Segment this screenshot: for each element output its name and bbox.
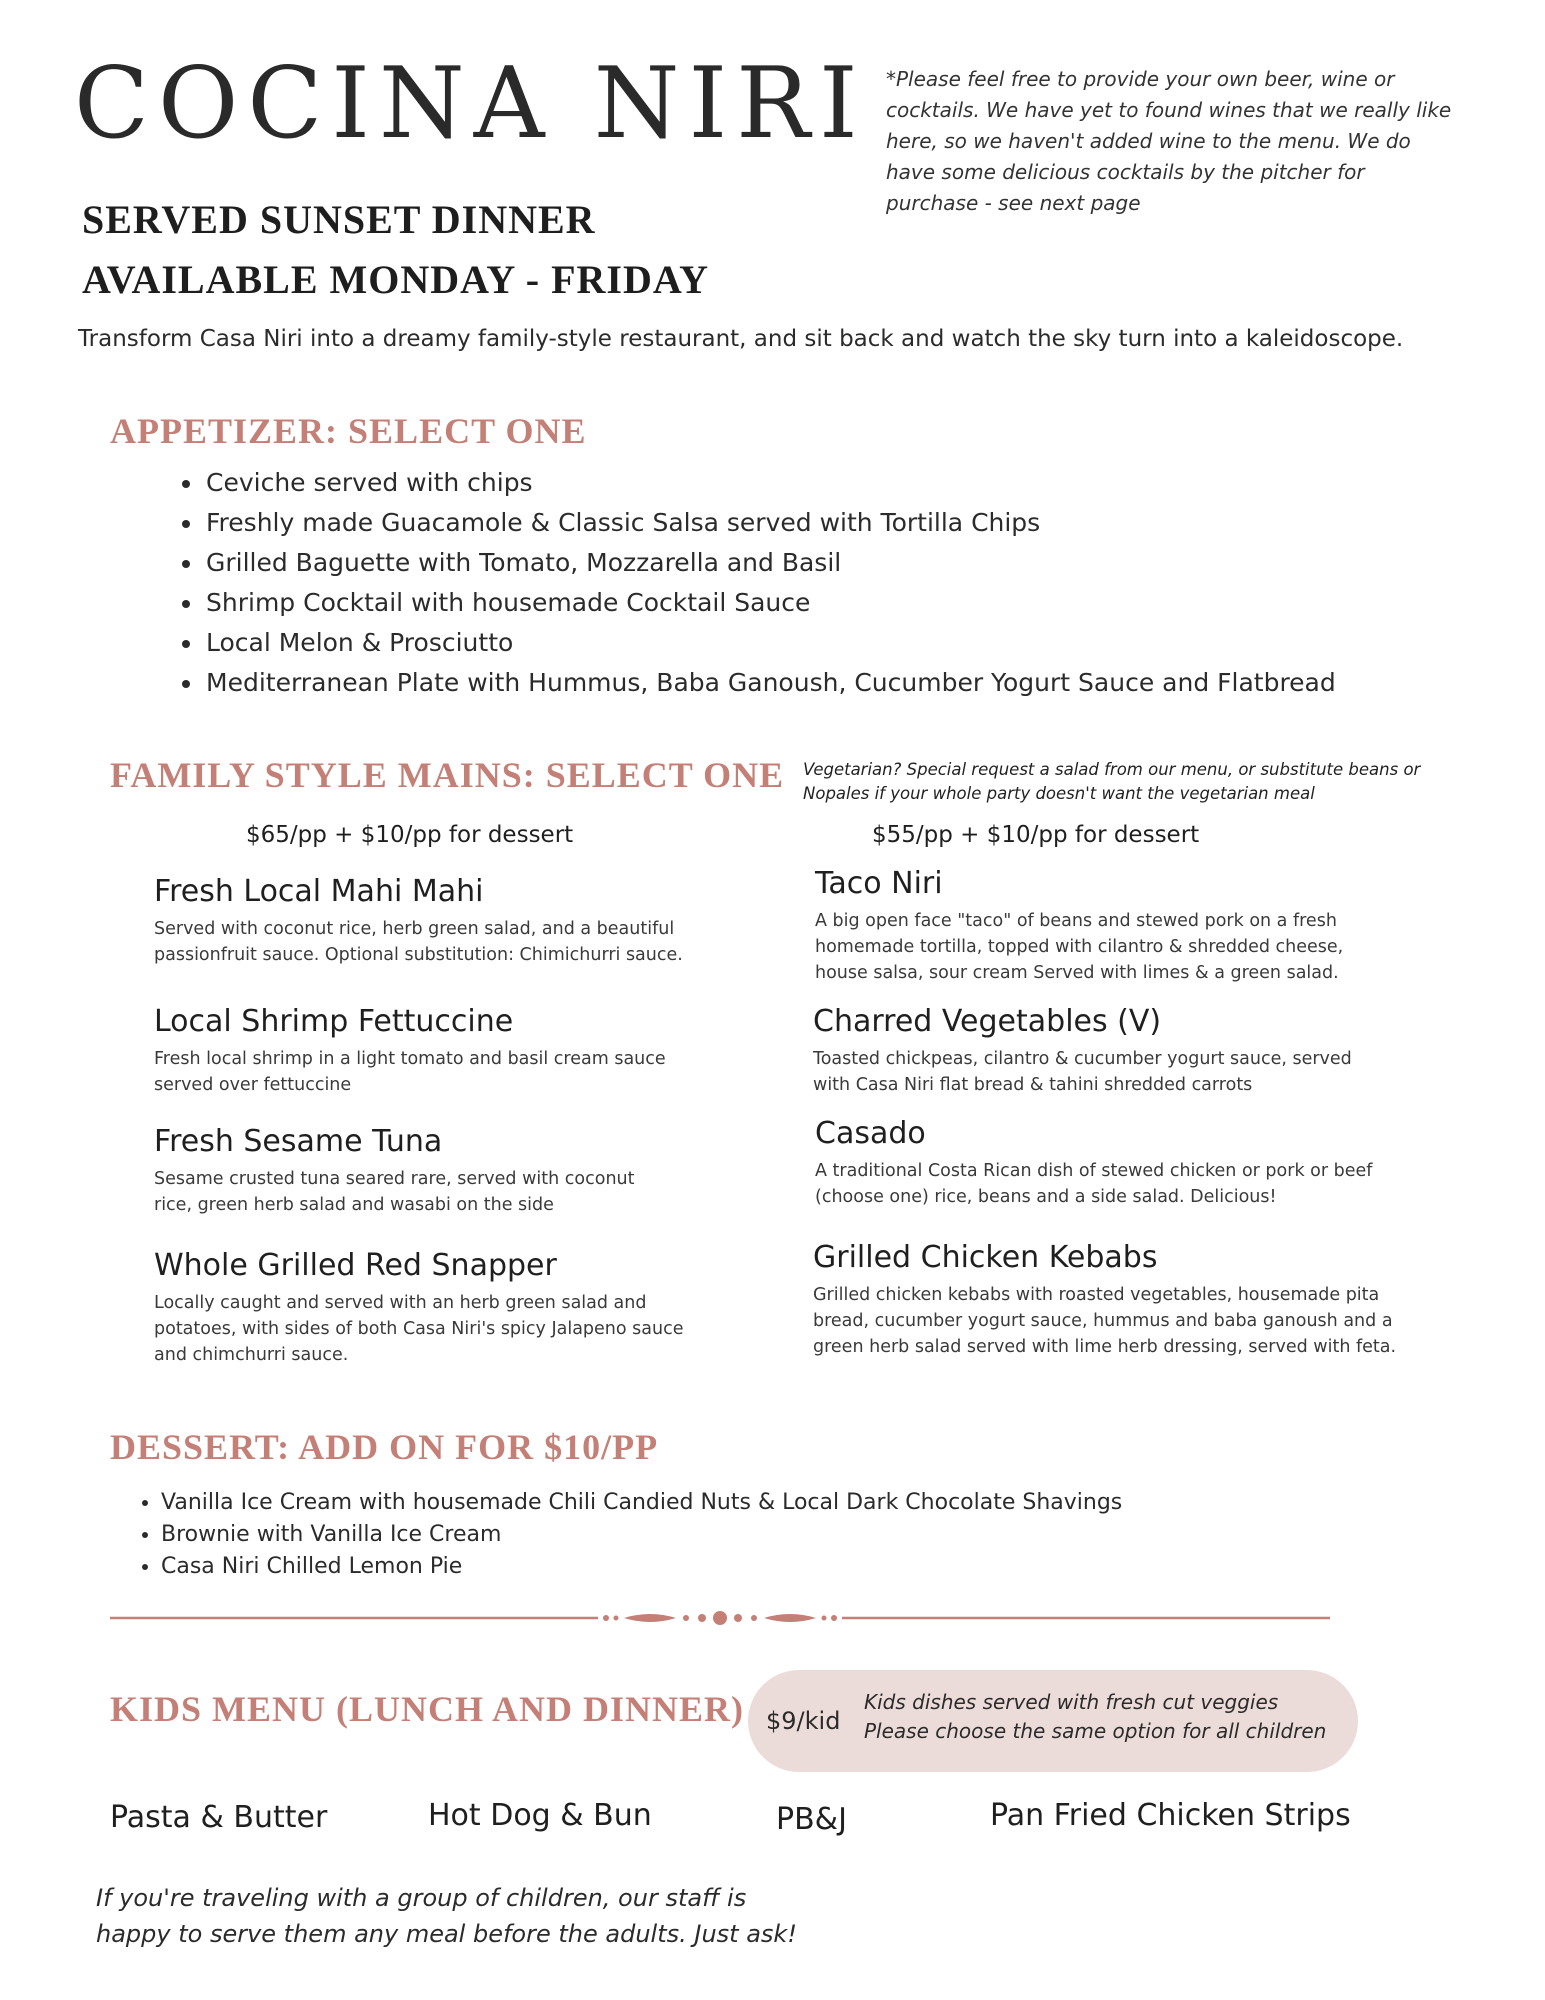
byob-note: *Please feel free to provide your own beer, wine or cocktails. We have yet to found wines that we really like here, so we haven't added wine to the menu. We do have some delicious cocktails by the pitcher for purchase - see next page	[886, 67, 1452, 215]
list-item: • Ceviche served with chips	[204, 463, 1336, 503]
list-item: • Casa Niri Chilled Lemon Pie	[161, 1551, 1122, 1583]
main-dish-red-snapper	[154, 1248, 714, 1368]
dish-name: Charred Vegetables (V)	[813, 1004, 1162, 1039]
dish-description: A traditional Costa Rican dish of stewed chicken or pork or beef (choose one) rice, beans and a side salad. Delicious!	[815, 1161, 1373, 1207]
mains-heading: FAMILY STYLE MAINS: SELECT ONE	[110, 755, 785, 795]
list-item: • Shrimp Cocktail with housemade Cocktail Sauce	[204, 583, 1336, 623]
kids-note-line-1: Kids dishes served with fresh cut veggies	[864, 1690, 1279, 1714]
headline-availability: AVAILABLE MONDAY - FRIDAY	[82, 257, 709, 302]
dish-name: Casado	[815, 1116, 926, 1151]
main-dish-sesame-tuna	[154, 1124, 674, 1218]
list-item: • Vanilla Ice Cream with housemade Chili Candied Nuts & Local Dark Chocolate Shavings	[161, 1487, 1122, 1519]
dish-name: Local Shrimp Fettuccine	[154, 1004, 514, 1039]
kids-item-chicken-strips: Pan Fried Chicken Strips	[990, 1798, 1351, 1833]
dish-description: Locally caught and served with an herb green salad and potatoes, with sides of both Casa Niri's spicy Jalapeno sauce and chimchurri sauce.	[154, 1293, 684, 1365]
dish-description: Grilled chicken kebabs with roasted vegetables, housemade pita bread, cucumber yogurt sauce, hummus and baba ganoush and a green herb salad served with lime herb dressing, served with feta.	[813, 1285, 1397, 1357]
dessert-heading: DESSERT: ADD ON FOR $10/PP	[110, 1427, 659, 1467]
dish-description: Sesame crusted tuna seared rare, served with coconut rice, green herb salad and wasabi on the side	[154, 1169, 635, 1215]
kids-note	[864, 1688, 1326, 1746]
dish-name: Grilled Chicken Kebabs	[813, 1240, 1158, 1275]
kids-item-pasta: Pasta & Butter	[110, 1800, 328, 1835]
intro-text: Transform Casa Niri into a dreamy family-style restaurant, and sit back and watch the sky turn into a kaleidoscope.	[78, 326, 1404, 352]
list-item: • Mediterranean Plate with Hummus, Baba Ganoush, Cucumber Yogurt Sauce and Flatbread	[204, 663, 1336, 703]
kids-price: $9/kid	[766, 1707, 841, 1735]
mains-left-price: $65/pp + $10/pp for dessert	[246, 822, 574, 848]
dish-name: Fresh Sesame Tuna	[154, 1124, 443, 1159]
dish-description: Fresh local shrimp in a light tomato and basil cream sauce served over fettuccine	[154, 1049, 666, 1095]
kids-footer-note: If you're traveling with a group of children, our staff is happy to serve them any meal before the adults. Just ask!	[96, 1884, 797, 1948]
ornamental-divider	[110, 1608, 1330, 1628]
dish-name: Fresh Local Mahi Mahi	[154, 874, 484, 909]
list-item: • Local Melon & Prosciutto	[204, 623, 1336, 663]
kids-item-pbj: PB&J	[776, 1802, 847, 1837]
list-item: • Freshly made Guacamole & Classic Salsa served with Tortilla Chips	[204, 503, 1336, 543]
dessert-list	[130, 1487, 1122, 1583]
headline-served-sunset-dinner: SERVED SUNSET DINNER	[82, 197, 596, 242]
dish-description: Toasted chickpeas, cilantro & cucumber yogurt sauce, served with Casa Niri flat bread & tahini shredded carrots	[813, 1049, 1352, 1095]
dish-name: Whole Grilled Red Snapper	[154, 1248, 557, 1283]
kids-note-line-2: Please choose the same option for all children	[864, 1719, 1327, 1743]
main-dish-casado	[815, 1116, 1375, 1210]
dish-name: Taco Niri	[815, 866, 943, 901]
appetizer-heading: APPETIZER: SELECT ONE	[110, 411, 587, 451]
restaurant-name: COCINA NIRI	[74, 47, 867, 161]
main-dish-charred-vegetables	[813, 1004, 1393, 1098]
main-dish-taco-niri	[815, 866, 1395, 986]
appetizer-list	[166, 463, 1336, 703]
mains-right-price: $55/pp + $10/pp for dessert	[872, 822, 1200, 848]
main-dish-shrimp-fettuccine	[154, 1004, 674, 1098]
kids-item-hot-dog: Hot Dog & Bun	[428, 1798, 652, 1833]
list-item: • Grilled Baguette with Tomato, Mozzarella and Basil	[204, 543, 1336, 583]
vegetarian-note: Vegetarian? Special request a salad from our menu, or substitute beans or Nopales if your whole party doesn't want the vegetarian meal	[803, 760, 1421, 803]
dish-description: Served with coconut rice, herb green salad, and a beautiful passionfruit sauce. Optional substitution: Chimichurri sauce.	[154, 919, 683, 965]
main-dish-mahi-mahi	[154, 874, 714, 968]
main-dish-chicken-kebabs	[813, 1240, 1403, 1360]
list-item: • Brownie with Vanilla Ice Cream	[161, 1519, 1122, 1551]
kids-menu-heading: KIDS MENU (LUNCH AND DINNER)	[110, 1689, 745, 1729]
dish-description: A big open face "taco" of beans and stewed pork on a fresh homemade tortilla, topped with cilantro & shredded cheese, house salsa, sour cream Served with limes & a green salad.	[815, 911, 1344, 983]
